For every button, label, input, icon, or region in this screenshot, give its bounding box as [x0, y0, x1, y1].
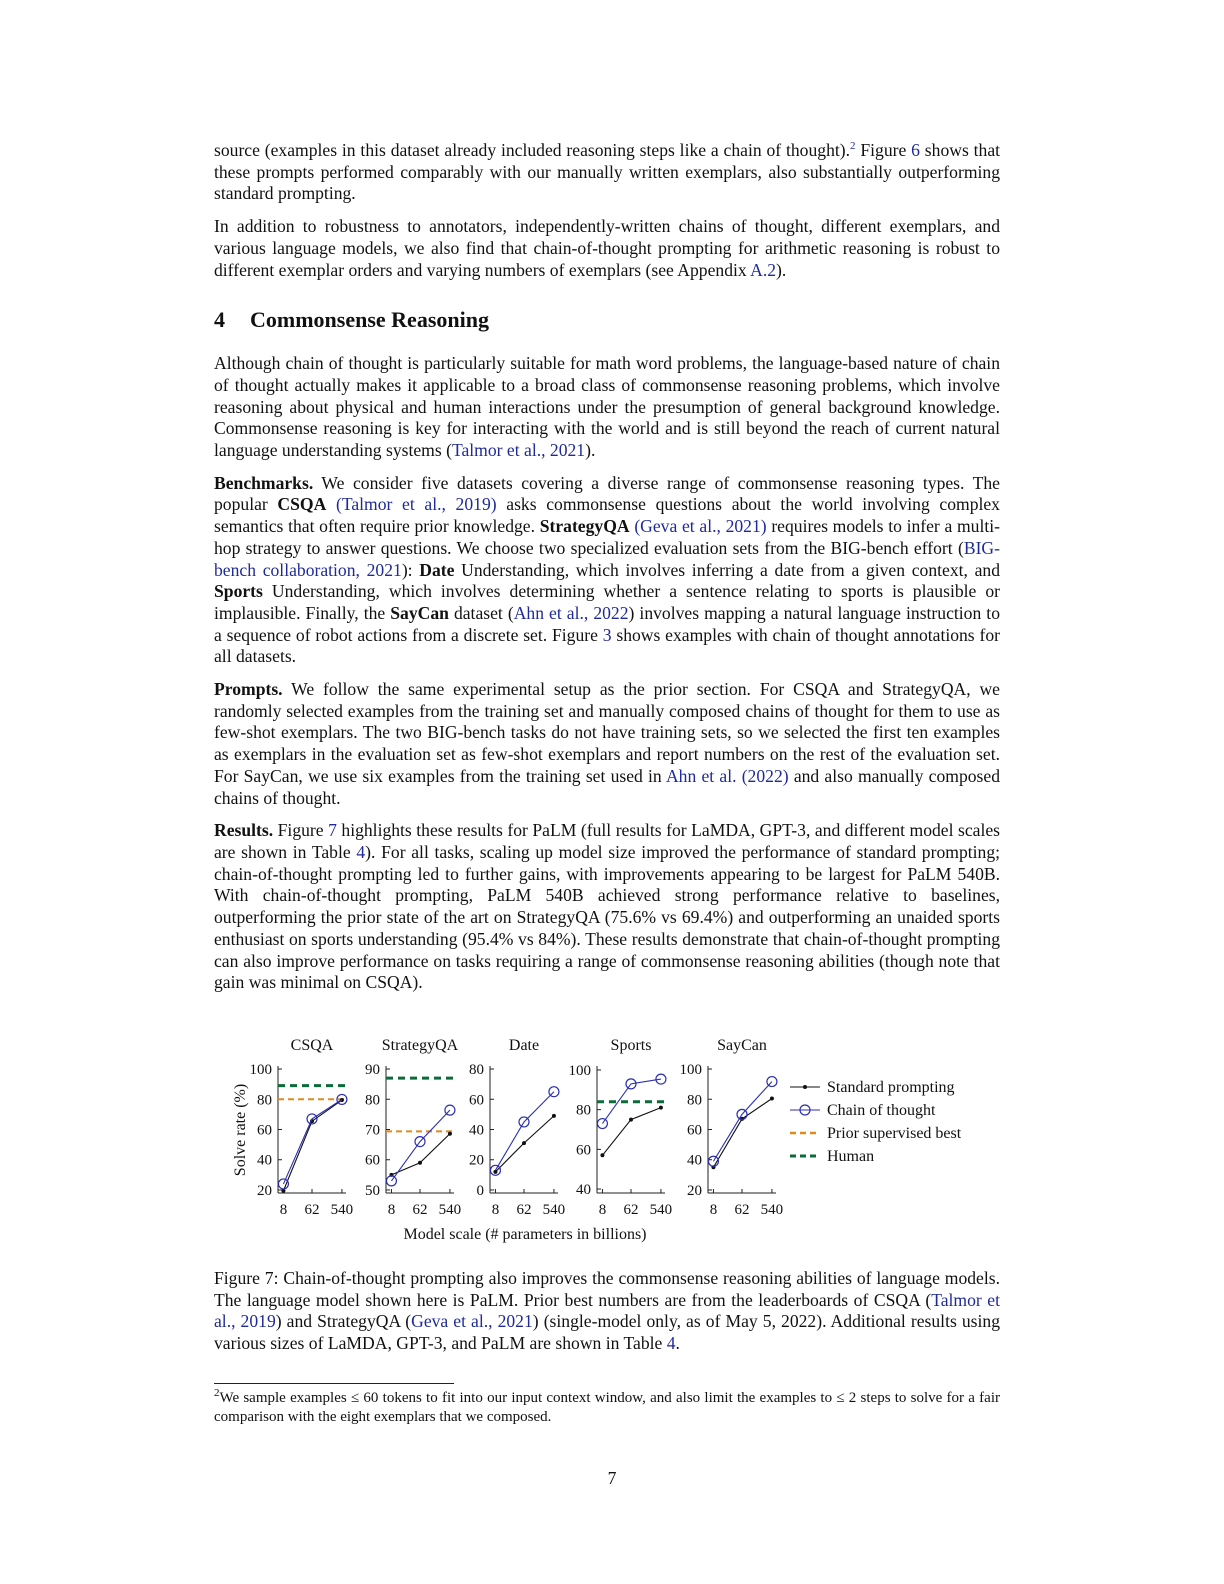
cot-series-line — [391, 1110, 449, 1181]
y-tick-label: 100 — [568, 1062, 591, 1079]
section-heading — [214, 307, 1000, 333]
standard-point — [770, 1097, 774, 1101]
standard-point — [659, 1106, 663, 1110]
paragraph-robustness-continued: source (examples in this dataset already included reasoning steps like a chain of thought).$^2$ Figure 6 shows that these prompts performed comparably with our manually written exemplars, also substantially outperforming standard prompting. — [214, 140, 1001, 204]
y-tick-label: 80 — [576, 1102, 591, 1119]
citation-link[interactable]: Ahn et al., 2022 — [513, 602, 629, 623]
cot-series-line — [713, 1082, 771, 1162]
figure-ref-link[interactable]: 3 — [602, 624, 612, 645]
x-tick-label: 540 — [542, 1202, 566, 1218]
cot-series-line — [495, 1092, 553, 1171]
y-tick-label: 20 — [469, 1152, 484, 1169]
section-number: 4 — [214, 307, 225, 333]
legend-standard-label: Standard prompting — [827, 1079, 955, 1096]
y-tick-label: 50 — [365, 1182, 380, 1199]
y-tick-label: 60 — [576, 1142, 591, 1159]
panel-title: Date — [508, 1037, 540, 1054]
chart-svg — [214, 1030, 1000, 1255]
footnote-divider — [214, 1383, 454, 1384]
figure-ref-link[interactable]: 6 — [911, 140, 920, 160]
caption-label: Figure 7: — [214, 1268, 279, 1288]
cot-point — [549, 1087, 559, 1097]
panel-title: CSQA — [290, 1037, 334, 1054]
paragraph-benchmarks: Benchmarks. We consider five datasets covering a diverse range of commonsense reasoning types. The popular CSQA (Talmor et al., 2019) asks commonsense questions about the world involving complex semantics that often require prior knowledge. StrategyQA (Geva et al., 2021) requires models to infer a multi-hop strategy to answer questions. We choose two specialized evaluation sets from the BIG-bench effort (BIG-bench collaboration, 2021): Date Understanding, which involves inferring a date from a given context, and Sports Understanding, which involves determining whether a sentence relating to sports is plausible or implausible. Finally, the SayCan dataset (Ahn et al., 2022) involves mapping a natural language instruction to a sequence of robot actions from a discrete set. Figure 3 shows examples with chain of thought annotations for all datasets. — [214, 472, 1000, 667]
section-title: Commonsense Reasoning — [250, 307, 489, 333]
y-tick-label: 60 — [257, 1122, 272, 1139]
figure-ref-link[interactable]: 7 — [328, 820, 337, 841]
panel-title: StrategyQA — [381, 1037, 459, 1054]
y-tick-label: 20 — [257, 1182, 272, 1199]
x-tick-label: 8 — [598, 1202, 607, 1218]
citation-link[interactable]: (Geva et al., 2021) — [634, 516, 767, 537]
standard-point — [629, 1118, 633, 1122]
y-tick-label: 40 — [257, 1152, 272, 1169]
paragraph-intro: Although chain of thought is particularly suitable for math word problems, the language-based nature of chain of thought actually makes it applicable to a broad class of commonsense reasoning problems, which involve reasoning about physical and human interactions under the presumption of general background knowledge. Commonsense reasoning is key for interacting with the world and is still beyond the reach of current natural language understanding systems (Talmor et al., 2021). — [214, 353, 1000, 461]
citation-link[interactable]: BIG-bench collaboration, 2021 — [214, 537, 1000, 580]
paragraph-robustness-summary: In addition to robustness to annotators, independently-written chains of thought, different exemplars, and various language models, we also find that chain-of-thought prompting for arithmetic reasoning is robust to different exemplar orders and varying numbers of exemplars (see Appendix A.2). — [214, 216, 1000, 280]
x-tick-label: 62 — [734, 1202, 750, 1218]
panel-title: Sports — [610, 1037, 652, 1054]
page-body — [214, 140, 1000, 1005]
y-tick-label: 40 — [469, 1122, 484, 1139]
page-number: 7 — [607, 1468, 617, 1488]
footnote-marker[interactable]: 2 — [850, 140, 856, 153]
standard-point — [600, 1153, 604, 1157]
dataset-name: Date — [419, 559, 455, 580]
x-tick-label: 540 — [649, 1202, 673, 1218]
standard-point — [448, 1132, 452, 1136]
standard-point — [418, 1161, 422, 1165]
y-axis-label: Solve rate (%) — [232, 1083, 249, 1177]
panel-title: SayCan — [717, 1037, 767, 1054]
cot-point — [656, 1074, 666, 1084]
x-tick-label: 8 — [709, 1202, 718, 1218]
citation-link[interactable]: (Talmor et al., 2019) — [335, 494, 497, 515]
figure-caption: Figure 7: Chain-of-thought prompting also improves the commonsense reasoning abilities of language models. The language model shown here is PaLM. Prior best numbers are from the leaderboards of CSQA (Talmor et al., 2019) and StrategyQA (Geva et al., 2021) (single-model only, as of May 5, 2022). Additional results using various sizes of LaMDA, GPT-3, and PaLM are shown in Table 4. — [214, 1268, 1000, 1354]
table-ref-link[interactable]: 4 — [666, 1333, 676, 1354]
paragraph-prompts: Prompts. We follow the same experimental setup as the prior section. For CSQA and StrategyQA, we randomly selected examples from the training set and manually composed chains of thought for them to use as few-shot exemplars. The two BIG-bench tasks do not have training sets, so we selected the first ten examples as exemplars in the evaluation set as few-shot exemplars and report numbers on the rest of the evaluation set. For SayCan, we use six examples from the training set used in Ahn et al. (2022) and also manually composed chains of thought. — [214, 679, 1001, 808]
x-tick-label: 8 — [491, 1202, 500, 1218]
footnote-number: 2 — [214, 1387, 220, 1399]
y-tick-label: 20 — [687, 1182, 702, 1199]
cot-point — [386, 1176, 396, 1186]
paragraph-results: Results. Figure 7 highlights these results for PaLM (full results for LaMDA, GPT-3, and different model scales are shown in Table 4). For all tasks, scaling up model size improved the performance of standard prompting; chain-of-thought prompting led to further gains, with improvements appearing to be largest for PaLM 540B. With chain-of-thought prompting, PaLM 540B achieved strong performance relative to baselines, outperforming the prior state of the art on StrategyQA (75.6% vs 69.4%) and outperforming an unaided sports enthusiast on sports understanding (95.4% vs 84%). These results demonstrate that chain-of-thought prompting can also improve performance on tasks requiring a range of commonsense reasoning abilities (though note that gain was minimal on CSQA). — [214, 820, 1001, 993]
cot-series-line — [283, 1099, 341, 1184]
citation-link[interactable]: Geva et al., 2021 — [411, 1311, 533, 1332]
y-tick-label: 90 — [365, 1062, 380, 1079]
y-tick-label: 80 — [365, 1092, 380, 1109]
y-tick-label: 80 — [687, 1092, 702, 1109]
standard-point — [552, 1114, 556, 1118]
legend-prior-label: Prior supervised best — [827, 1125, 962, 1142]
standard-series-line — [602, 1108, 660, 1156]
citation-link[interactable]: Talmor et al., 2019 — [214, 1289, 1000, 1332]
dataset-name: SayCan — [390, 602, 449, 623]
y-tick-label: 40 — [576, 1182, 591, 1199]
paragraph-lead: Prompts. — [214, 679, 283, 700]
x-tick-label: 540 — [760, 1202, 784, 1218]
paragraph-lead: Benchmarks. — [214, 472, 314, 493]
dataset-name: Sports — [214, 581, 263, 602]
standard-point — [493, 1170, 497, 1174]
y-tick-label: 60 — [469, 1092, 484, 1109]
standard-point — [522, 1141, 526, 1145]
y-tick-label: 60 — [687, 1122, 702, 1139]
citation-link[interactable]: Talmor et al., 2021 — [451, 440, 586, 461]
legend-standard-marker — [803, 1085, 807, 1089]
y-tick-label: 70 — [365, 1122, 380, 1139]
cot-point — [278, 1179, 288, 1189]
x-axis-label: Model scale (# parameters in billions) — [403, 1226, 647, 1243]
x-tick-label: 62 — [412, 1202, 428, 1218]
x-tick-label: 8 — [279, 1202, 288, 1218]
x-tick-label: 8 — [387, 1202, 396, 1218]
legend-human-label: Human — [827, 1148, 875, 1165]
paragraph-lead: Results. — [214, 820, 274, 841]
y-tick-label: 80 — [257, 1092, 272, 1109]
x-tick-label: 540 — [330, 1202, 354, 1218]
y-tick-label: 0 — [476, 1182, 484, 1199]
y-tick-label: 100 — [679, 1062, 702, 1079]
x-tick-label: 62 — [623, 1202, 639, 1218]
appendix-ref-link[interactable]: A.2 — [750, 259, 777, 280]
x-tick-label: 62 — [304, 1202, 320, 1218]
footnote: $^2$We sample examples ≤ 60 tokens to fit into our input context window, and also limit the examples to ≤ 2 steps to solve for a fair comparison with the eight exemplars that we composed. — [214, 1387, 1000, 1425]
y-tick-label: 100 — [249, 1062, 272, 1079]
y-tick-label: 40 — [687, 1152, 702, 1169]
y-tick-label: 80 — [469, 1062, 484, 1079]
legend-cot-label: Chain of thought — [827, 1102, 936, 1119]
dataset-name: CSQA — [277, 494, 327, 515]
x-tick-label: 540 — [438, 1202, 462, 1218]
table-ref-link[interactable]: 4 — [356, 841, 366, 862]
figure-7-chart — [214, 1030, 1000, 1255]
y-tick-label: 60 — [365, 1152, 380, 1169]
citation-link[interactable]: Ahn et al. (2022) — [665, 765, 789, 786]
dataset-name: StrategyQA — [539, 516, 630, 537]
x-tick-label: 62 — [516, 1202, 532, 1218]
cot-point — [445, 1105, 455, 1115]
